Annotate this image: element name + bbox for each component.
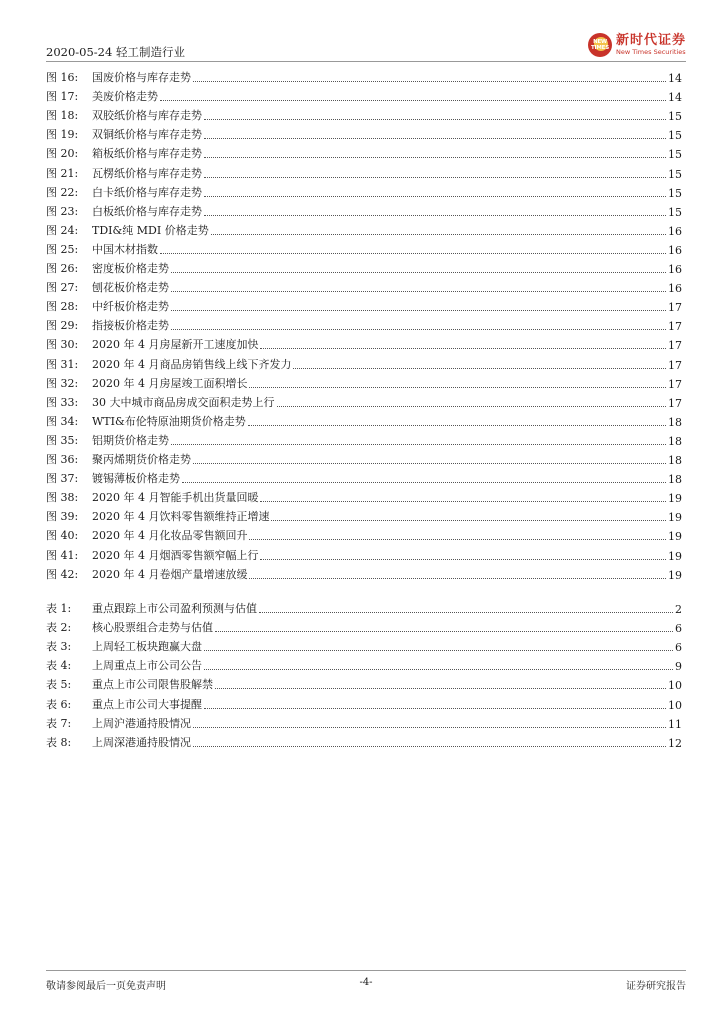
entry-title: 上周轻工板块跑赢大盘 (92, 640, 202, 654)
entry-label: 图 17: (46, 90, 79, 104)
dot-leader (160, 100, 666, 101)
dot-leader (215, 688, 666, 689)
header-date-industry: 2020-05-24 轻工制造行业 (46, 45, 185, 59)
entry-label: 图 38: (46, 491, 79, 505)
entry-title: 2020 年 4 月烟酒零售额窄幅上行 (92, 548, 259, 562)
company-logo (588, 32, 686, 58)
entry-label: 图 19: (46, 128, 79, 142)
figure-entry[interactable] (46, 142, 682, 161)
entry-page-number: 15 (668, 167, 682, 181)
entry-title: 上周重点上市公司公告 (92, 659, 202, 673)
entry-label: 图 26: (46, 262, 79, 275)
dot-leader (160, 253, 666, 254)
entry-label: 图 22: (46, 185, 79, 199)
entry-label: 图 33: (46, 395, 79, 409)
dot-leader (204, 196, 666, 197)
page-number: -4- (359, 977, 373, 988)
entry-title: 重点上市公司大事提醒 (92, 697, 202, 711)
figure-entry[interactable] (46, 257, 682, 276)
entry-title: 中国木材指数 (92, 242, 158, 256)
table-entry[interactable] (46, 597, 682, 616)
dot-leader (271, 520, 666, 521)
entry-title: 核心股票组合走势与估值 (92, 621, 213, 635)
footer-report-type: 证券研究报告 (626, 981, 686, 992)
entry-title: 铝期货价格走势 (92, 433, 169, 447)
entry-page-number: 17 (668, 358, 682, 372)
entry-title: 刨花板价格走势 (92, 281, 169, 295)
entry-page-number: 19 (668, 568, 682, 582)
figure-entry[interactable] (46, 353, 682, 372)
dot-leader (171, 272, 666, 273)
dot-leader (204, 669, 673, 670)
entry-label: 表 7: (46, 716, 72, 730)
entry-title: 中纤板价格走势 (92, 300, 169, 314)
dot-leader (182, 482, 666, 483)
entry-page-number: 14 (668, 72, 682, 85)
logo-emblem-icon (588, 33, 612, 57)
entry-title: 白板纸价格与库存走势 (92, 204, 202, 218)
figure-entry[interactable] (46, 123, 682, 142)
entry-page-number: 15 (668, 129, 682, 143)
dot-leader (204, 650, 673, 651)
entry-page-number: 6 (675, 641, 682, 655)
table-index-list (46, 597, 682, 750)
entry-label: 图 27: (46, 281, 79, 295)
entry-title: 镀锡薄板价格走势 (92, 472, 180, 486)
entry-label: 图 42: (46, 567, 79, 581)
entry-label: 图 28: (46, 300, 79, 314)
entry-page-number: 18 (668, 454, 682, 467)
dot-leader (193, 463, 666, 464)
entry-label: 图 37: (46, 472, 79, 486)
dot-leader (248, 425, 666, 426)
dot-leader (249, 578, 666, 579)
entry-title: 指接板价格走势 (92, 319, 169, 333)
table-entry[interactable] (46, 693, 682, 712)
dot-leader (204, 157, 666, 158)
figure-entry[interactable] (46, 219, 682, 238)
figure-entry[interactable] (46, 104, 682, 123)
footer-disclaimer-note: 敬请参阅最后一页免责声明 (46, 981, 166, 992)
dot-leader (193, 727, 666, 728)
entry-title: 上周沪港通持股情况 (92, 716, 191, 730)
entry-page-number: 2 (675, 603, 682, 616)
figure-entry[interactable] (46, 486, 682, 505)
entry-title: 2020 年 4 月化妆品零售额回升 (92, 529, 248, 543)
dot-leader (260, 559, 666, 560)
entry-label: 表 4: (46, 659, 72, 673)
dot-leader (171, 444, 666, 445)
entry-label: 表 1: (46, 602, 72, 615)
entry-title: 双铜纸价格与库存走势 (92, 128, 202, 142)
figure-entry[interactable] (46, 333, 682, 352)
dot-leader (204, 708, 666, 709)
dot-leader (171, 291, 666, 292)
entry-page-number: 10 (668, 679, 682, 693)
dot-leader (277, 406, 667, 407)
entry-page-number: 17 (668, 377, 682, 391)
table-entry[interactable] (46, 654, 682, 673)
table-entry[interactable] (46, 673, 682, 692)
dot-leader (171, 310, 666, 311)
entry-page-number: 19 (668, 530, 682, 544)
entry-title: 30 大中城市商品房成交面积走势上行 (92, 395, 275, 409)
entry-page-number: 17 (668, 301, 682, 315)
figure-entry[interactable] (46, 200, 682, 219)
entry-label: 图 16: (46, 71, 79, 84)
dot-leader (293, 368, 666, 369)
dot-leader (249, 539, 666, 540)
entry-title: 2020 年 4 月房屋新开工速度加快 (92, 338, 259, 352)
entry-label: 表 2: (46, 621, 72, 635)
figure-entry[interactable] (46, 448, 682, 467)
entry-title: 2020 年 4 月饮料零售额维持正增速 (92, 510, 270, 524)
entry-title: WTI&布伦特原油期货价格走势 (92, 414, 246, 428)
figure-index-list (46, 66, 682, 582)
entry-title: TDI&纯 MDI 价格走势 (92, 223, 209, 237)
entry-page-number: 18 (668, 434, 682, 448)
dot-leader (260, 501, 666, 502)
header-divider (46, 61, 686, 62)
entry-label: 图 20: (46, 147, 79, 161)
figure-entry[interactable] (46, 524, 682, 543)
figure-entry[interactable] (46, 563, 682, 582)
entry-label: 图 29: (46, 319, 79, 333)
entry-page-number: 16 (668, 263, 682, 276)
entry-label: 图 25: (46, 242, 79, 256)
entry-label: 表 3: (46, 640, 72, 654)
dot-leader (193, 746, 666, 747)
logo-english-name: New Times Securities (615, 48, 686, 57)
dot-leader (193, 81, 666, 82)
dot-leader (204, 177, 666, 178)
figure-entry[interactable] (46, 429, 682, 448)
dot-leader (249, 387, 666, 388)
entry-title: 密度板价格走势 (92, 262, 169, 275)
entry-page-number: 18 (668, 415, 682, 429)
entry-label: 图 35: (46, 433, 79, 447)
logo-mark-text: NEW TIMES (590, 39, 609, 51)
table-entry[interactable] (46, 731, 682, 750)
entry-title: 美废价格走势 (92, 90, 158, 104)
dot-leader (204, 215, 666, 216)
entry-page-number: 9 (675, 660, 682, 674)
figure-entry[interactable] (46, 410, 682, 429)
entry-label: 图 32: (46, 376, 79, 390)
entry-label: 图 31: (46, 357, 79, 371)
figure-entry[interactable] (46, 314, 682, 333)
entry-page-number: 15 (668, 186, 682, 200)
figure-entry[interactable] (46, 181, 682, 200)
table-entry[interactable] (46, 712, 682, 731)
figure-entry[interactable] (46, 238, 682, 257)
entry-label: 表 8: (46, 735, 72, 749)
figure-entry[interactable] (46, 544, 682, 563)
figure-entry[interactable] (46, 467, 682, 486)
entry-title: 箱板纸价格与库存走势 (92, 147, 202, 161)
entry-page-number: 15 (668, 205, 682, 219)
entry-title: 瓦楞纸价格与库存走势 (92, 166, 202, 180)
entry-title: 2020 年 4 月商品房销售线上线下齐发力 (92, 357, 292, 371)
entry-page-number: 16 (668, 282, 682, 296)
logo-chinese-name: 新时代证券 (615, 33, 686, 49)
entry-title: 上周深港通持股情况 (92, 735, 191, 749)
dot-leader (211, 234, 666, 235)
dot-leader (204, 119, 666, 120)
entry-page-number: 19 (668, 492, 682, 506)
dot-leader (259, 612, 673, 613)
figure-entry[interactable] (46, 505, 682, 524)
entry-page-number: 19 (668, 549, 682, 563)
entry-page-number: 15 (668, 148, 682, 162)
entry-title: 重点上市公司限售股解禁 (92, 678, 213, 692)
entry-title: 重点跟踪上市公司盈利预测与估值 (92, 602, 257, 615)
footer-divider (46, 970, 686, 971)
entry-label: 图 41: (46, 548, 79, 562)
figure-entry[interactable] (46, 372, 682, 391)
dot-leader (204, 138, 666, 139)
figure-entry[interactable] (46, 276, 682, 295)
entry-title: 国废价格与库存走势 (92, 71, 191, 84)
entry-page-number: 12 (668, 736, 682, 750)
dot-leader (260, 348, 666, 349)
entry-label: 表 5: (46, 678, 72, 692)
entry-label: 图 21: (46, 166, 79, 180)
figure-entry[interactable] (46, 162, 682, 181)
entry-title: 2020 年 4 月智能手机出货量回暖 (92, 491, 259, 505)
entry-label: 图 36: (46, 453, 79, 466)
entry-page-number: 6 (675, 622, 682, 636)
page-header (46, 30, 686, 60)
entry-page-number: 10 (668, 698, 682, 712)
entry-page-number: 11 (668, 717, 682, 731)
entry-page-number: 14 (668, 91, 682, 105)
entry-label: 表 6: (46, 697, 72, 711)
entry-page-number: 18 (668, 473, 682, 487)
figure-entry[interactable] (46, 295, 682, 314)
entry-page-number: 16 (668, 243, 682, 257)
entry-label: 图 40: (46, 529, 79, 543)
figure-entry[interactable] (46, 66, 682, 85)
entry-title: 白卡纸价格与库存走势 (92, 185, 202, 199)
entry-title: 2020 年 4 月卷烟产量增速放缓 (92, 567, 248, 581)
entry-page-number: 17 (668, 396, 682, 410)
entry-label: 图 23: (46, 204, 79, 218)
entry-title: 2020 年 4 月房屋竣工面积增长 (92, 376, 248, 390)
table-entry[interactable] (46, 616, 682, 635)
figure-entry[interactable] (46, 85, 682, 104)
entry-label: 图 24: (46, 223, 79, 237)
entry-title: 双胶纸价格与库存走势 (92, 109, 202, 123)
dot-leader (215, 631, 673, 632)
entry-label: 图 34: (46, 414, 79, 428)
dot-leader (171, 329, 666, 330)
table-entry[interactable] (46, 635, 682, 654)
entry-label: 图 30: (46, 338, 79, 352)
entry-page-number: 15 (668, 110, 682, 124)
entry-label: 图 18: (46, 109, 79, 123)
entry-page-number: 19 (668, 511, 682, 525)
entry-page-number: 17 (668, 320, 682, 334)
figure-entry[interactable] (46, 391, 682, 410)
entry-label: 图 39: (46, 510, 79, 524)
entry-page-number: 16 (668, 224, 682, 238)
entry-page-number: 17 (668, 339, 682, 353)
entry-title: 聚丙烯期货价格走势 (92, 453, 191, 466)
